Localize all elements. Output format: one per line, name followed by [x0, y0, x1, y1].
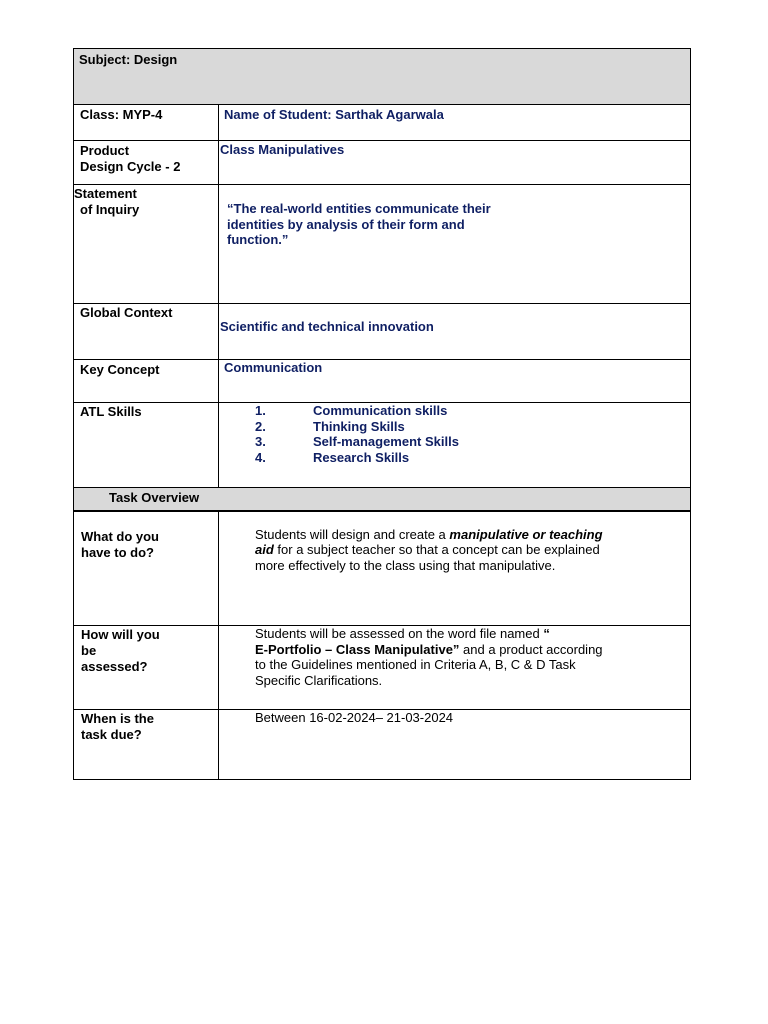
- student-name: Name of Student: Sarthak Agarwala: [224, 107, 444, 122]
- inquiry-label: Statement of Inquiry: [74, 186, 140, 217]
- list-item: 2. Thinking Skills: [255, 418, 405, 434]
- global-context-label: Global Context: [80, 305, 173, 320]
- concept-value-cell: [219, 360, 691, 403]
- key-concept-label: Key Concept: [80, 362, 160, 377]
- todo-description: Students will design and create a manipulative or teaching aid for a subject teacher so that a concept can be explained more effectively to the class using that manipulative.: [255, 526, 603, 573]
- due-label: When is the task due?: [81, 711, 154, 742]
- due-date-range: Between 16-02-2024– 21-03-2024: [255, 710, 454, 725]
- atl-skills-label: ATL Skills: [80, 404, 142, 419]
- assess-description: Students will be assessed on the word file named “ E-Portfolio – Class Manipulative” and a product according to the Guidelines mentioned in Criteria A, B, C & D Task Specific Clarifications.: [255, 626, 603, 688]
- student-name-cell: [219, 105, 691, 141]
- inquiry-statement: “The real-world entities communicate their identities by analysis of their form and function.”: [227, 201, 491, 247]
- concept-label-cell: [74, 360, 219, 403]
- due-value-cell: [219, 710, 691, 780]
- task-overview-cell: [74, 488, 691, 511]
- list-item: 1. Communication skills: [255, 403, 448, 418]
- global-context-value: Scientific and technical innovation: [220, 319, 434, 334]
- global-value-cell: [219, 304, 691, 360]
- atl-value-cell: [219, 403, 691, 488]
- todo-label: What do you have to do?: [81, 528, 159, 560]
- product-value: Class Manipulatives: [220, 142, 345, 157]
- due-label-cell: [74, 710, 219, 780]
- key-concept-value: Communication: [224, 360, 323, 375]
- list-item: 4. Research Skills: [255, 449, 410, 465]
- class-label: Class: MYP-4: [80, 107, 163, 122]
- task-sheet: [73, 48, 690, 780]
- subject-cell: [74, 49, 691, 105]
- inquiry-value-cell: [219, 185, 691, 304]
- atl-label-cell: [74, 403, 219, 488]
- assess-label: How will you be assessed?: [81, 627, 160, 674]
- product-label-cell: [74, 141, 219, 185]
- inquiry-label-cell: [74, 185, 219, 304]
- assess-label-cell: [74, 626, 219, 710]
- subject-label: Subject: Design: [79, 52, 178, 67]
- todo-label-cell: [74, 511, 219, 626]
- assess-value-cell: [219, 626, 691, 710]
- task-table: [73, 48, 691, 780]
- global-label-cell: [74, 304, 219, 360]
- atl-skills-list: [219, 403, 690, 465]
- todo-value-cell: [219, 511, 691, 626]
- product-label: Product Design Cycle - 2: [80, 143, 181, 174]
- list-item: 3. Self-management Skills: [255, 434, 459, 450]
- task-overview-title: Task Overview: [109, 490, 200, 505]
- product-value-cell: [219, 141, 691, 185]
- class-label-cell: [74, 105, 219, 141]
